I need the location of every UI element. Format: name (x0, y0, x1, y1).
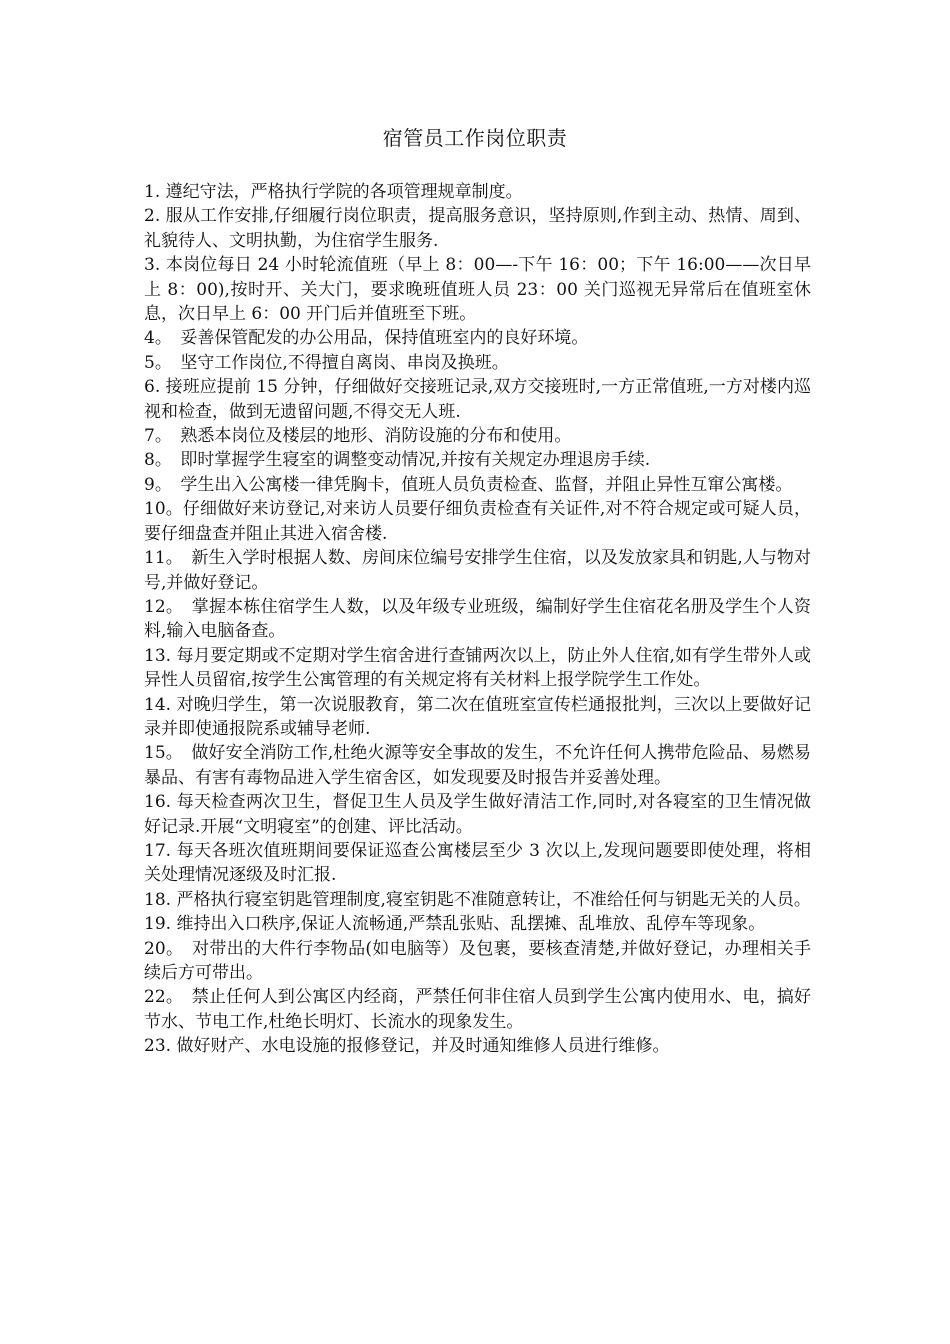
duty-item-7: 7。 熟悉本岗位及楼层的地形、消防设施的分布和使用。 (144, 426, 572, 447)
duty-item-12: 12。 掌握本栋住宿学生人数，以及年级专业班级，编制好学生住宿花名册及学生个人资料,输入电脑备查。 (144, 596, 811, 642)
duty-item-1: 1. 遵纪守法，严格执行学院的各项管理规章制度。 (144, 182, 523, 202)
duty-item-6: 6. 接班应提前 15 分钟，仔细做好交接班记录,双方交接班时,一方正常值班,一方对楼内巡视和检查，做到无遗留问题,不得交无人班. (144, 377, 811, 422)
duty-item-10: 10。仔细做好来访登记,对来访人员要仔细负责检查有关证件,对不符合规定或可疑人员，要仔细盘查并阻止其进入宿舍楼. (144, 499, 811, 544)
duty-item-20: 20。 对带出的大件行李物品(如电脑等）及包裹，要核查清楚,并做好登记，办理相关手续后方可带出。 (144, 938, 811, 983)
duty-item-23: 23. 做好财产、水电设施的报修登记，并及时通知维修人员进行维修。 (144, 1036, 670, 1057)
duty-item-18: 18. 严格执行寝室钥匙管理制度,寝室钥匙不准随意转让，不准给任何与钥匙无关的人员。 (144, 889, 811, 910)
duty-item-11: 11。 新生入学时根据人数、房间床位编号安排学生住宿，以及发放家具和钥匙,人与物对号,并做好登记。 (144, 548, 811, 593)
duty-item-16: 16. 每天检查两次卫生，督促卫生人员及学生做好清洁工作,同时,对各寝室的卫生情况做好记录.开展“文明寝室”的创建、评比活动。 (144, 792, 811, 837)
document-title: 宿管员工作岗位职责 (382, 126, 568, 150)
duty-item-22: 22。 禁止任何人到公寓区内经商，严禁任何非住宿人员到学生公寓内使用水、电，搞好节水、节电工作,杜绝长明灯、长流水的现象发生。 (144, 987, 811, 1032)
duty-item-2: 2. 服从工作安排,仔细履行岗位职责，提高服务意识，坚持原则,作到主动、热情、周到、礼貌待人、文明执勤，为住宿学生服务. (144, 206, 811, 251)
duty-item-13: 13. 每月要定期或不定期对学生宿舍进行查铺两次以上，防止外人住宿,如有学生带外人或异性人员留宿,按学生公寓管理的有关规定将有关材料上报学院学生工作处。 (144, 645, 811, 691)
duty-item-14: 14. 对晚归学生，第一次说服教育，第二次在值班室宣传栏通报批判，三次以上要做好记录并即使通报院系或辅导老师. (144, 694, 811, 739)
duty-item-19: 19. 维持出入口秩序,保证人流畅通,严禁乱张贴、乱摆摊、乱堆放、乱停车等现象。 (144, 914, 766, 935)
duty-item-3: 3. 本岗位每日 24 小时轮流值班（早上 8：00—-下午 16：00；下午 16:00——次日早上 8：00),按时开、关大门，要求晚班值班人员 23：00 关门巡视无异常后在值班室休息，次日早上 6：00 开门后并值班至下班。 (144, 255, 811, 325)
duty-list (144, 180, 811, 1059)
duty-item-15: 15。 做好安全消防工作,杜绝火源等安全事故的发生，不允许任何人携带危险品、易燃易暴品、有害有毒物品进入学生宿舍区，如发现要及时报告并妥善处理。 (144, 743, 811, 788)
duty-item-9: 9。 学生出入公寓楼一律凭胸卡，值班人员负责检查、监督，并阻止异性互窜公寓楼。 (144, 474, 793, 495)
duty-item-4: 4。 妥善保管配发的办公用品，保持值班室内的良好环境。 (144, 328, 589, 349)
duty-item-5: 5。 坚守工作岗位,不得擅自离岗、串岗及换班。 (144, 352, 509, 373)
duty-item-8: 8。 即时掌握学生寝室的调整变动情况,并按有关规定办理退房手续. (144, 450, 651, 471)
duty-item-17: 17. 每天各班次值班期间要保证巡查公寓楼层至少 3 次以上,发现问题要即使处理，将相关处理情况逐级及时汇报. (144, 840, 811, 886)
